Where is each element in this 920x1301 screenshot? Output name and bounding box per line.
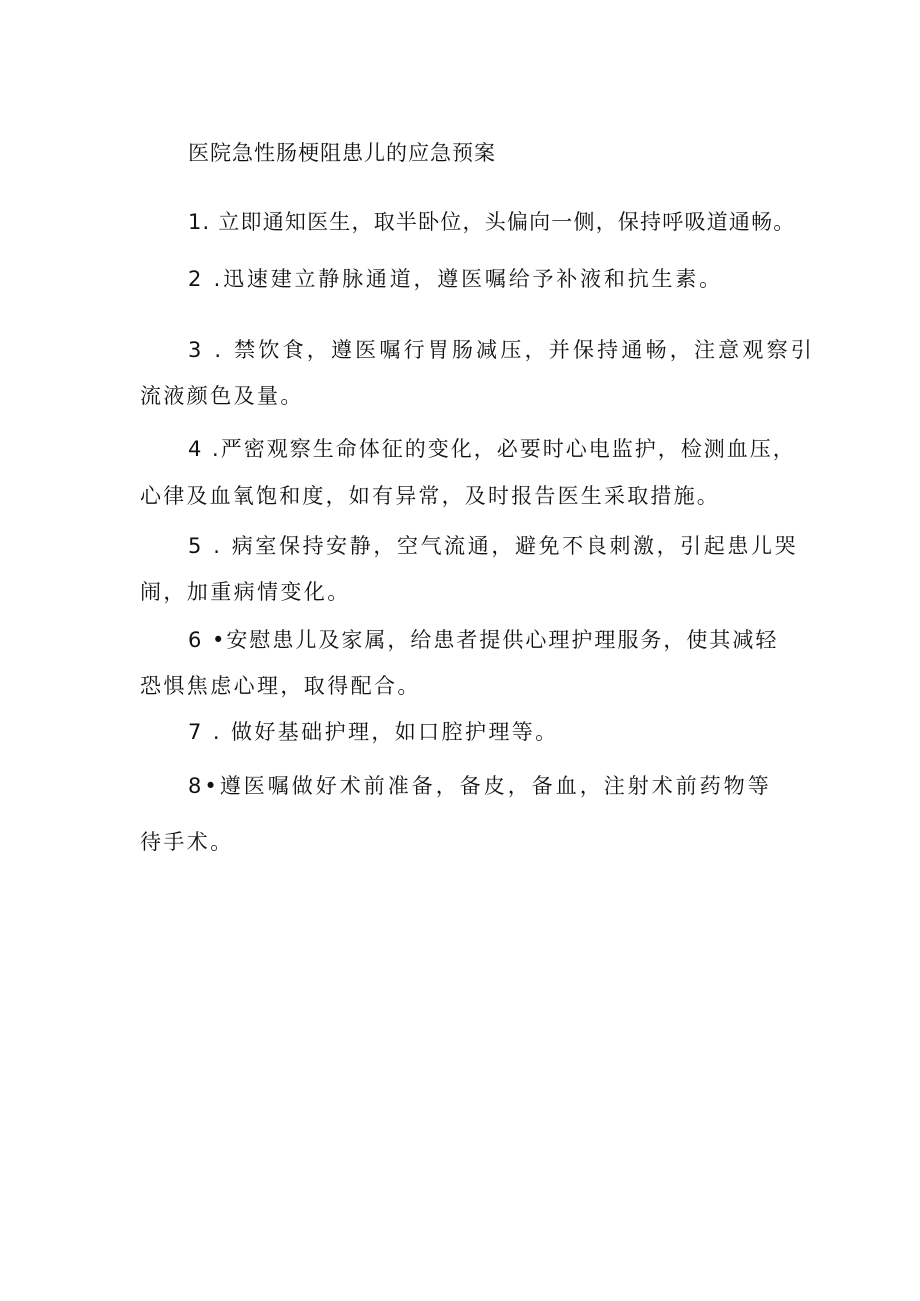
item-6-continuation: 恐惧焦虑心理，取得配合。 bbox=[140, 674, 421, 698]
item-1-line: 1. 立即通知医生，取半卧位，头偏向一侧，保持呼吸道通畅。 bbox=[188, 210, 796, 234]
item-2-line: 2 .迅速建立静脉通道，遵医嘱给予补液和抗生素。 bbox=[188, 267, 723, 291]
item-8-continuation: 待手术。 bbox=[140, 830, 234, 854]
item-8-line: 8•遵医嘱做好术前准备，备皮，备血，注射术前药物等 bbox=[188, 774, 772, 798]
item-3-line: 3 . 禁饮食，遵医嘱行胃肠减压，并保持通畅，注意观察引 bbox=[188, 338, 815, 362]
item-5-continuation: 闹，加重病情变化。 bbox=[140, 580, 351, 604]
item-3-continuation: 流液颜色及量。 bbox=[140, 384, 304, 408]
item-4-continuation: 心律及血氧饱和度，如有异常，及时报告医生采取措施。 bbox=[140, 484, 720, 508]
item-7-line: 7 . 做好基础护理，如口腔护理等。 bbox=[188, 720, 559, 744]
document-title: 医院急性肠梗阻患儿的应急预案 bbox=[188, 141, 496, 165]
item-6-line: 6 •安慰患儿及家属，给患者提供心理护理服务，使其减轻 bbox=[188, 628, 779, 652]
item-4-line: 4 .严密观察生命体征的变化，必要时心电监护，检测血压， bbox=[188, 437, 796, 461]
item-5-line: 5 . 病室保持安静，空气流通，避免不良刺激，引起患儿哭 bbox=[188, 534, 799, 558]
